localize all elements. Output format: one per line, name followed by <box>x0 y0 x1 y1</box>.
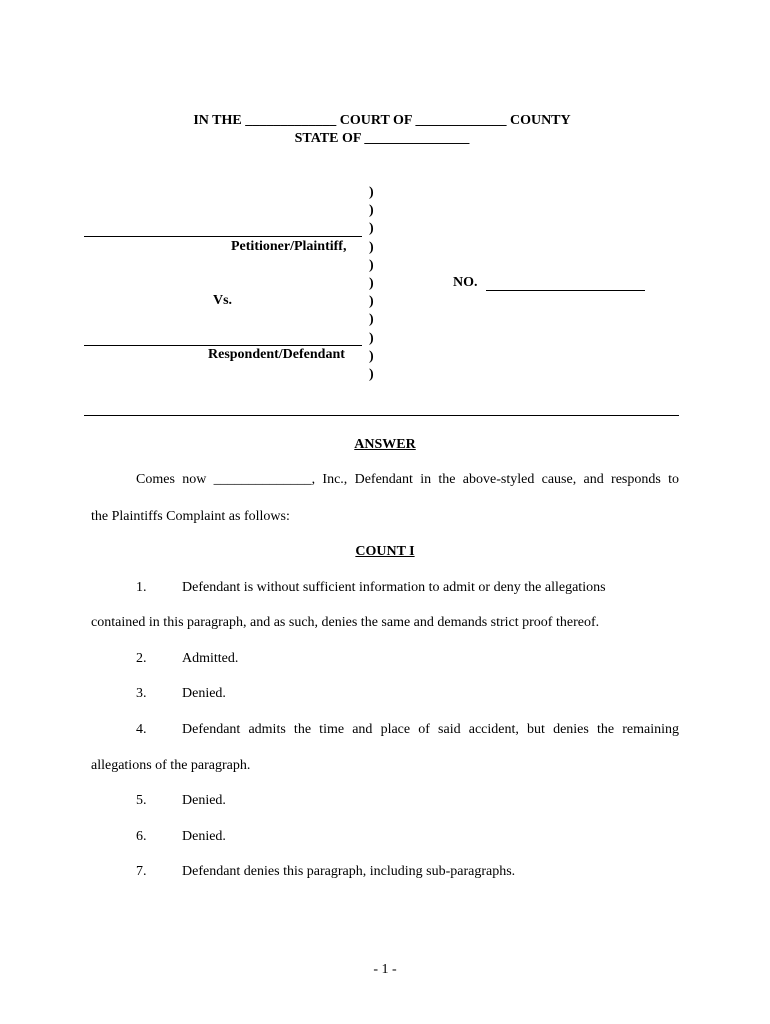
intro-line1: Comes now ______________, Inc., Defendant in the above-styled cause, and responds to <box>136 472 679 487</box>
paragraph-number: 6. <box>136 829 147 844</box>
caption-paren: ) <box>369 257 374 273</box>
case-number-label: NO. <box>453 275 478 290</box>
paragraph-text-continued: allegations of the paragraph. <box>91 758 251 773</box>
count-heading: COUNT I <box>355 544 415 559</box>
caption-paren-column <box>369 184 381 384</box>
caption-divider <box>84 415 679 416</box>
page-number: - 1 - <box>373 962 397 977</box>
court-heading-line2: STATE OF _______________ <box>294 131 470 146</box>
versus-label: Vs. <box>213 293 233 308</box>
paragraph-text: Defendant is without sufficient information to admit or deny the allegations <box>182 580 606 595</box>
caption-paren: ) <box>369 330 374 346</box>
caption-paren: ) <box>369 185 374 200</box>
caption-paren: ) <box>369 348 374 364</box>
paragraph-text: Denied. <box>182 793 226 808</box>
caption-paren: ) <box>369 239 374 255</box>
paragraph-text: Denied. <box>182 829 226 844</box>
caption-paren: ) <box>369 366 374 382</box>
paragraph-number: 4. <box>136 722 147 737</box>
paragraph-number: 3. <box>136 686 147 701</box>
paragraph-number: 1. <box>136 580 147 595</box>
caption-paren: ) <box>369 275 374 291</box>
caption-paren: ) <box>369 203 374 219</box>
paragraph-text: Admitted. <box>182 651 239 666</box>
caption-paren: ) <box>369 221 374 237</box>
paragraph-text: Defendant denies this paragraph, including sub-paragraphs. <box>182 864 516 879</box>
caption-paren: ) <box>369 312 374 328</box>
paragraph-number: 5. <box>136 793 147 808</box>
intro-line2: the Plaintiffs Complaint as follows: <box>91 509 290 524</box>
paragraph-number: 2. <box>136 651 147 666</box>
paragraph-number: 7. <box>136 864 147 879</box>
petitioner-label: Petitioner/Plaintiff, <box>231 239 347 254</box>
document-title: ANSWER <box>354 437 416 452</box>
caption-paren: ) <box>369 294 374 310</box>
case-number-line[interactable] <box>486 290 645 291</box>
respondent-label: Respondent/Defendant <box>208 347 345 362</box>
paragraph-text: Defendant admits the time and place of said accident, but denies the remaining <box>182 722 679 737</box>
respondent-name-line[interactable] <box>84 345 362 346</box>
paragraph-text: Denied. <box>182 686 226 701</box>
court-heading-line1: IN THE _____________ COURT OF _____________ COUNTY <box>193 113 571 128</box>
petitioner-name-line[interactable] <box>84 236 362 237</box>
paragraph-text-continued: contained in this paragraph, and as such, denies the same and demands strict proof thereof. <box>91 615 600 630</box>
